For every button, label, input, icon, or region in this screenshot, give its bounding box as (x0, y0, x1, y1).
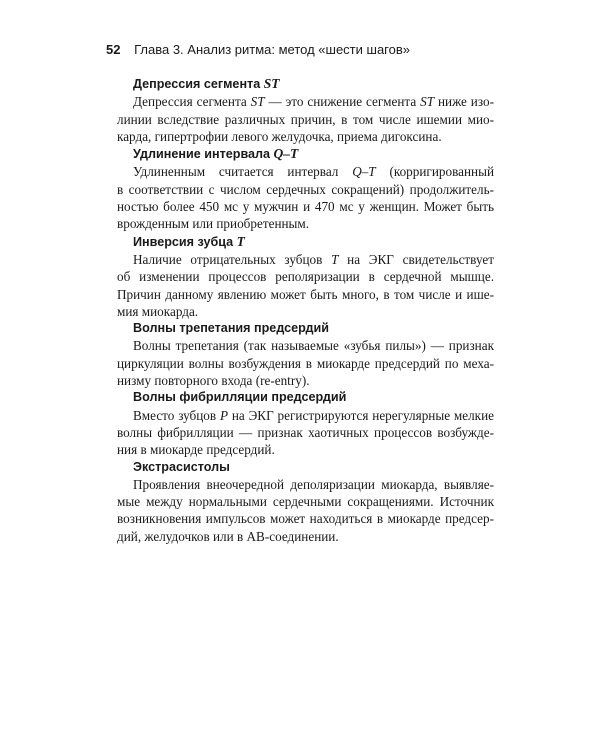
section-heading: Депрессия сегмента ST (133, 76, 280, 91)
section-heading: Удлинение интервала Q–T (133, 146, 299, 162)
section-flutter-waves (117, 320, 494, 389)
paragraph-line: ностью более 450 мс у мужчин и 470 мс у женщин. Может быть (117, 199, 494, 215)
section-heading: Волны фибрилляции предсердий (133, 390, 347, 405)
paragraph-line: в соответствии с числом сердечных сокращений) продолжитель- (117, 181, 494, 197)
paragraph-line: линии вследствие различных причин, в том числе ишемии мио- (117, 111, 494, 127)
paragraph-line: Проявления внеочередной деполяризации миокарда, выявляе- (133, 476, 494, 492)
paragraph-line: Депрессия сегмента ST — это снижение сегмента ST ниже изо- (133, 94, 494, 110)
section-extrasystoles (117, 459, 494, 545)
paragraph-line: дий, желудочков или в АВ-соединении. (117, 528, 339, 544)
section-qt-prolongation (117, 145, 494, 232)
paragraph-line: возникновения импульсов может находиться в миокарде предсер- (117, 511, 494, 527)
chapter-title: Глава 3. Анализ ритма: метод «шести шагов» (134, 42, 410, 57)
paragraph-line: Волны трепетания (так называемые «зубья пилы») — признак (133, 338, 494, 354)
paragraph-line: карда, гипертрофии левого желудочка, приема дигоксина. (117, 128, 442, 144)
paragraph-line: мые между нормальными сердечными сокращениями. Источник (117, 494, 494, 510)
paragraph-line: ния в миокарде предсердий. (117, 442, 275, 458)
paragraph-line: мия миокарда. (117, 303, 199, 319)
section-heading: Экстрасистолы (133, 459, 230, 474)
paragraph-line: Причин данному явлению может быть много, в том числе и ише- (117, 286, 494, 302)
page-body (117, 75, 494, 545)
section-heading: Инверсия зубца T (133, 233, 245, 249)
section-heading: Волны трепетания предсердий (133, 321, 330, 336)
section-st-depression (117, 75, 494, 145)
paragraph-line: врожденным или приобретенным. (117, 216, 310, 232)
paragraph-line: Вместо зубцов P на ЭКГ регистрируются нерегулярные мелкие (133, 407, 494, 423)
paragraph-line: низму повторного входа (re-entry). (117, 373, 310, 389)
paragraph-line: Наличие отрицательных зубцов T на ЭКГ свидетельствует (133, 251, 494, 267)
section-t-inversion (117, 233, 494, 320)
paragraph-line: об изменении процессов реполяризации в сердечной мышце. (117, 269, 494, 285)
paragraph-line: циркуляции волны возбуждения в миокарде предсердий по меха- (117, 355, 494, 371)
running-header (106, 42, 410, 58)
section-fibrillation-waves (117, 389, 494, 458)
paragraph-line: волны фибрилляции — признак хаотичных процессов возбужде- (117, 424, 494, 440)
paragraph-line: Удлиненным считается интервал Q–T (корригированный (133, 164, 495, 180)
page-number: 52 (106, 42, 121, 57)
